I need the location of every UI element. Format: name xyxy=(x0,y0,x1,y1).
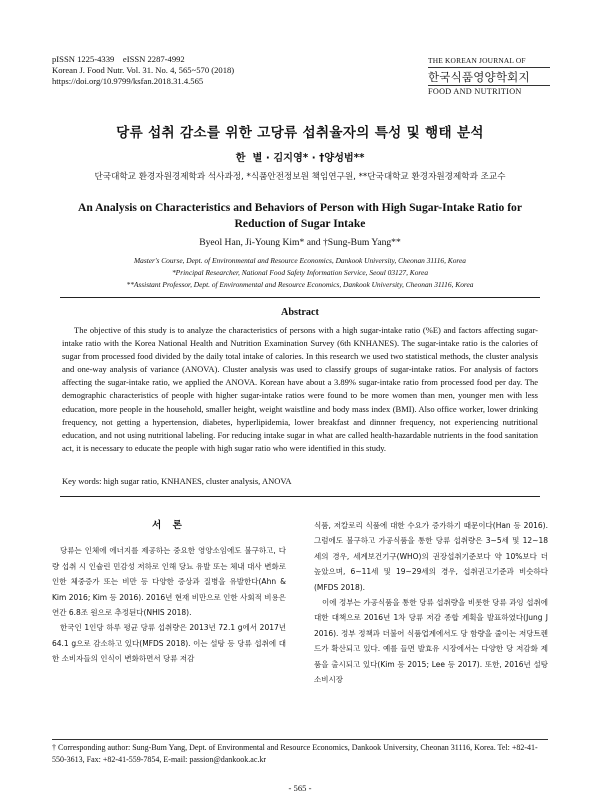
keywords: Key words: high sugar ratio, KNHANES, cluster analysis, ANOVA xyxy=(62,476,292,486)
abstract-bottom-rule xyxy=(60,496,540,497)
affiliation-2: *Principal Researcher, National Food Safety Information Service, Seoul 03127, Korea xyxy=(171,267,429,277)
journal-masthead xyxy=(428,56,550,96)
article-meta xyxy=(52,54,234,88)
english-affiliations xyxy=(0,255,600,290)
doi-link[interactable]: https://doi.org/10.9799/ksfan.2018.31.4.565 xyxy=(52,76,204,87)
footnote-rule xyxy=(52,739,548,740)
intro-paragraph-4: 이에 정부는 가공식품을 통한 당류 섭취량을 비롯한 당류 과잉 섭취에 대한 대책으로 2016년 1차 당류 저감 종합 계획을 발표하였다(Jung J 2016). 정부 정책과 더불어 식품업계에서도 당 함량을 줄이는 저당트렌드가 확산되고 있다. 예를 들면 발효유 시장에서는 다양한 당 저감화 제품을 출시되고 있다(Kim 등 2015; Lee 등 2017). 또한, 2016년 설탕 소비시장 xyxy=(314,598,548,685)
journal-name-line1: THE KOREAN JOURNAL OF xyxy=(428,56,550,68)
abstract-body: The objective of this study is to analyze the characteristics of persons with a high sugar-intake ratio (%E) and factors affecting sugar-intake ratio with the Korea National Health and Nutrition Examination Survey (6th KNHANES). The sugar-intake ratio is the calories of sugar from processed food divided by the daily total intake of calories. In this research we used two statistical methods, the cluster analysis and one-way analysis of variance (ANOVA). Cluster analysis was used to classify groups of sugar-intake ratios. For analysis of factors affecting the sugar-intake ratio, we applied the ANOVA. Korean have about a 3.89% sugar-intake ratio from processed food per day. The demographic characteristics of people with higher sugar-intake ratios were found to be more women than men, younger men with less education, more people in the household, smaller height, weight waistline and body mass index (BMI). Also office worker, lower drinking frequency, not getting a hypertension, diabetes, hyperlipidemia, lower breakfast and dinnner frequency, not experiencing nutritional education, and not using nutritional labeling. For reducing intake sugar in what are called health-hazardable nutrients in the food sanitation act, it is necessary to educate the people with high sugar ratio who were identified in this study. xyxy=(62,325,538,453)
korean-affiliation: 단국대학교 환경자원경제학과 석사과정, *식품안전정보원 책임연구원, **단국대학교 환경자원경제학과 조교수 xyxy=(94,172,506,182)
journal-name-korean: 한국식품영양학회지 xyxy=(428,70,530,84)
affiliation-3: **Assistant Professor, Dept. of Environmental and Resource Economics, Dankook University, Cheonan 31116, Korea xyxy=(126,279,474,289)
intro-left-column xyxy=(52,518,286,667)
journal-name-line3: FOOD AND NUTRITION xyxy=(428,85,550,96)
corresponding-author-footnote: † Corresponding author: Sung-Bum Yang, Dept. of Environmental and Resource Economics, Dankook University, Cheonan 31116, Korea. Tel: +82-41-550-3613, Fax: +82-41-559-7854, E-mail: passion@dankook.ac.kr xyxy=(52,743,538,764)
section-heading-intro: 서 론 xyxy=(152,520,186,531)
abstract-heading: Abstract xyxy=(281,307,319,318)
intro-paragraph-3: 식품, 저칼로리 식품에 대한 수요가 증가하기 때문이다(Han 등 2016). 그럼에도 불구하고 가공식품을 통한 당류 섭취량은 3~5세 및 12~18세의 경우, 세계보건기구(WHO)의 권장섭취기준보다 약 10%보다 더 높았으며, 6~11세 및 19~29세의 경우, 섭취권고기준과 비슷하다(MFDS 2018). xyxy=(314,521,548,592)
english-title: An Analysis on Characteristics and Behaviors of Person with High Sugar-Intake Ratio for Reduction of Sugar Intake xyxy=(77,201,522,230)
intro-paragraph-2: 한국인 1인당 하루 평균 당류 섭취량은 2013년 72.1 g에서 2017년 64.1 g으로 감소하고 있다(MFDS 2018). 이는 설탕 등 당류 섭취에 대한 소비자들의 인식이 변화하면서 당류 저감 xyxy=(52,623,286,664)
page-number: - 565 - xyxy=(288,783,312,793)
abstract-top-rule xyxy=(60,297,540,298)
english-authors: Byeol Han, Ji-Young Kim* and †Sung-Bum Yang** xyxy=(199,237,401,248)
korean-title: 당류 섭취 감소를 위한 고당류 섭취율자의 특성 및 행태 분석 xyxy=(116,125,484,141)
issn-line: pISSN 1225-4339 eISSN 2287-4992 xyxy=(52,54,185,64)
citation-line: Korean J. Food Nutr. Vol. 31. No. 4, 565~570 (2018) xyxy=(52,65,235,76)
intro-right-column xyxy=(314,518,548,687)
intro-paragraph-1: 당류는 인체에 에너지를 제공하는 중요한 영양소임에도 불구하고, 다량 섭취 시 인슐린 민감성 저하로 인해 당뇨 유발 또는 체내 대사 변화로 인한 체중증가 또는 비만 등 다양한 증상과 질병을 유발한다(Ahn & Kim 2016; Kim 등 2016). 2016년 현재 비만으로 인한 사회적 비용은 연간 6.8조 원으로 추정된다(NHIS 2018). xyxy=(52,546,286,618)
korean-authors: 한 별 · 김지영* · †양성범** xyxy=(235,153,365,164)
affiliation-1: Master's Course, Dept. of Environmental and Resource Economics, Dankook University, Cheonan 31116, Korea xyxy=(134,256,466,265)
